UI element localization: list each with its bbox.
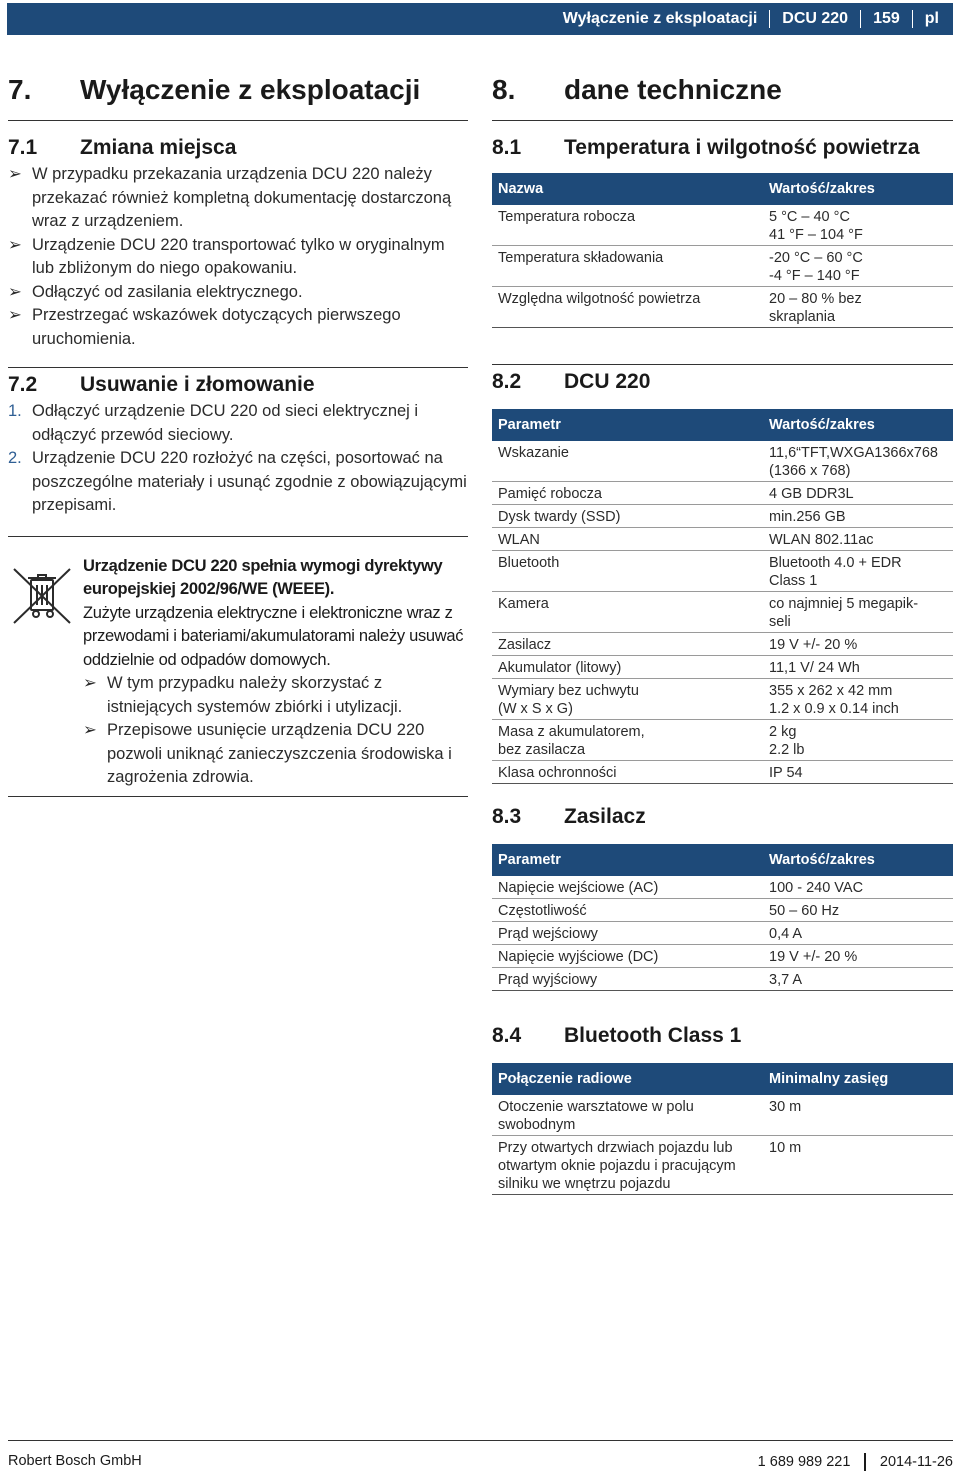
parameter-cell: Bluetooth: [492, 551, 763, 592]
section-number: 8.2: [492, 370, 522, 393]
arrow-bullet-icon: ➢: [83, 721, 97, 739]
section-7-1-title: [8, 133, 468, 163]
section-title: Bluetooth Class 1: [564, 1024, 742, 1047]
table-row: [492, 720, 953, 761]
footer-right: [758, 1453, 953, 1471]
value-cell: 10 m: [763, 1136, 953, 1195]
divider: [8, 796, 468, 797]
column-header: Wartość/zakres: [763, 409, 953, 441]
column-header: Minimalny zasięg: [763, 1063, 953, 1095]
header-section: Wyłączenie z eksploatacji: [562, 10, 758, 27]
footer-date: 2014-11-26: [879, 1454, 953, 1470]
header-divider: [912, 10, 913, 28]
list-item: [8, 234, 468, 281]
table-header-row: [492, 1063, 953, 1095]
list-item: [8, 304, 468, 351]
table-row: [492, 505, 953, 528]
divider: [492, 364, 953, 365]
table-row: [492, 246, 953, 287]
value-cell: -20 °C – 60 °C -4 °F – 140 °F: [763, 246, 953, 287]
header-page-number: 159: [873, 10, 900, 27]
value-cell: WLAN 802.11ac: [763, 528, 953, 551]
chapter-8-title: [492, 70, 953, 110]
weee-directive-text: Urządzenie DCU 220 spełnia wymogi dyrektywy europejskiej 2002/96/WE (WEEE).: [83, 556, 443, 598]
section-8-2-title: [492, 367, 953, 397]
table-row: [492, 205, 953, 246]
section-number: 8.4: [492, 1024, 522, 1047]
right-column: [492, 70, 953, 1195]
column-header: Parametr: [492, 409, 763, 441]
arrow-bullet-icon: ➢: [83, 674, 97, 692]
parameter-cell: Temperatura składowania: [492, 246, 763, 287]
table-row: [492, 899, 953, 922]
section-7-2-title: [8, 370, 468, 400]
footer-document-number: 1 689 989 221: [757, 1454, 851, 1470]
list-item: [8, 447, 468, 518]
column-header: Parametr: [492, 844, 763, 876]
bullet-text: Odłączyć od zasilania elektrycznego.: [32, 282, 303, 301]
item-text: Odłączyć urządzenie DCU 220 od sieci elektrycznej i odłączyć przewód sieciowy.: [32, 402, 419, 444]
table-power-supply: [492, 844, 953, 991]
weee-disposal-text: Zużyte urządzenia elektryczne i elektroniczne wraz z przewodami i bateriami/akumulatorami należy usuwać oddzielnie od odpadów domowych.: [83, 603, 464, 669]
section-title: Usuwanie i złomowanie: [80, 373, 315, 396]
value-cell: 3,7 A: [763, 968, 953, 991]
list-item: [83, 672, 468, 719]
header-divider: [769, 10, 770, 28]
section-number: 8.1: [492, 136, 522, 159]
bullet-text: W przypadku przekazania urządzenia DCU 220 należy przekazać również kompletną dokumentację dostarczoną wraz z urządzeniem.: [32, 165, 452, 230]
parameter-cell: Częstotliwość: [492, 899, 763, 922]
section-title: Temperatura i wilgotność powietrza: [564, 136, 920, 159]
value-cell: 100 - 240 VAC: [763, 876, 953, 899]
parameter-cell: Zasilacz: [492, 633, 763, 656]
table-row: [492, 968, 953, 991]
arrow-bullet-icon: ➢: [8, 306, 22, 324]
value-cell: IP 54: [763, 761, 953, 784]
parameter-cell: Przy otwartych drzwiach pojazdu lub otwartym oknie pojazdu i pracującym silniku we wnętrzu pojazdu: [492, 1136, 763, 1195]
section-number: 8.3: [492, 805, 522, 828]
left-column: [8, 70, 468, 797]
footer-company: Robert Bosch GmbH: [8, 1453, 142, 1469]
list-item: [83, 719, 468, 790]
section-title: Zasilacz: [564, 805, 646, 828]
bullet-text: Urządzenie DCU 220 transportować tylko w oryginalnym lub zbliżonym do niego opakowaniu.: [32, 235, 445, 277]
section-7-1-bullets: [8, 163, 468, 351]
chapter-title: Wyłączenie z eksploatacji: [80, 74, 421, 105]
section-title: DCU 220: [564, 370, 651, 393]
divider: [8, 120, 468, 121]
parameter-cell: Wymiary bez uchwytu (W x S x G): [492, 679, 763, 720]
table-row: [492, 287, 953, 328]
parameter-cell: Względna wilgotność powietrza: [492, 287, 763, 328]
table-header-row: [492, 409, 953, 441]
value-cell: 30 m: [763, 1095, 953, 1136]
value-cell: 5 °C – 40 °C 41 °F – 104 °F: [763, 205, 953, 246]
table-row: [492, 441, 953, 482]
column-header: Wartość/zakres: [763, 844, 953, 876]
value-cell: 355 x 262 x 42 mm 1.2 x 0.9 x 0.14 inch: [763, 679, 953, 720]
divider: [8, 367, 468, 368]
section-number: 7.2: [8, 373, 38, 396]
bullet-text: Przepisowe usunięcie urządzenia DCU 220 pozwoli uniknąć zanieczyszczenia środowiska i zagrożenia zdrowia.: [107, 721, 452, 786]
table-row: [492, 528, 953, 551]
divider: [492, 120, 953, 121]
column-header: Nazwa: [492, 173, 763, 205]
parameter-cell: Kamera: [492, 592, 763, 633]
list-item: [8, 163, 468, 234]
value-cell: 50 – 60 Hz: [763, 899, 953, 922]
list-item: [8, 400, 468, 447]
value-cell: 4 GB DDR3L: [763, 482, 953, 505]
item-number: 1.: [8, 402, 22, 420]
item-number: 2.: [8, 449, 22, 467]
section-8-4-title: [492, 1021, 953, 1051]
table-header-row: [492, 173, 953, 205]
footer-divider: [864, 1453, 866, 1471]
parameter-cell: Dysk twardy (SSD): [492, 505, 763, 528]
parameter-cell: Napięcie wejściowe (AC): [492, 876, 763, 899]
parameter-cell: Wskazanie: [492, 441, 763, 482]
chapter-number: 8.: [492, 74, 516, 105]
table-bluetooth-range: [492, 1063, 953, 1195]
page-footer: [8, 1440, 953, 1471]
value-cell: min.256 GB: [763, 505, 953, 528]
value-cell: 2 kg 2.2 lb: [763, 720, 953, 761]
arrow-bullet-icon: ➢: [8, 235, 22, 254]
header-language: pl: [924, 10, 939, 27]
arrow-bullet-icon: ➢: [8, 165, 22, 183]
table-row: [492, 592, 953, 633]
list-item: [8, 281, 468, 305]
weee-notice: [8, 555, 468, 790]
table-row: [492, 656, 953, 679]
table-row: [492, 1136, 953, 1195]
value-cell: 0,4 A: [763, 922, 953, 945]
table-row: [492, 633, 953, 656]
chapter-number: 7.: [8, 74, 32, 105]
value-cell: 20 – 80 % bez skraplania: [763, 287, 953, 328]
parameter-cell: Napięcie wyjściowe (DC): [492, 945, 763, 968]
section-number: 7.1: [8, 136, 38, 159]
value-cell: Bluetooth 4.0 + EDR Class 1: [763, 551, 953, 592]
weee-content: [83, 555, 468, 790]
parameter-cell: Prąd wyjściowy: [492, 968, 763, 991]
column-header: Wartość/zakres: [763, 173, 953, 205]
crossed-out-wheelie-bin-icon: [10, 563, 74, 627]
parameter-cell: Temperatura robocza: [492, 205, 763, 246]
value-cell: co najmniej 5 megapik- seli: [763, 592, 953, 633]
section-title: Zmiana miejsca: [80, 136, 237, 159]
parameter-cell: Prąd wejściowy: [492, 922, 763, 945]
parameter-cell: Klasa ochronności: [492, 761, 763, 784]
parameter-cell: Masa z akumulatorem, bez zasilacza: [492, 720, 763, 761]
value-cell: 11,1 V/ 24 Wh: [763, 656, 953, 679]
divider: [8, 536, 468, 537]
parameter-cell: Akumulator (litowy): [492, 656, 763, 679]
column-header: Połączenie radiowe: [492, 1063, 763, 1095]
arrow-bullet-icon: ➢: [8, 282, 22, 301]
parameter-cell: Otoczenie warsztatowe w polu swobodnym: [492, 1095, 763, 1136]
chapter-title: dane techniczne: [564, 74, 782, 105]
bullet-text: W tym przypadku należy skorzystać z istniejących systemów zbiórki i utylizacji.: [107, 674, 403, 716]
parameter-cell: Pamięć robocza: [492, 482, 763, 505]
table-row: [492, 761, 953, 784]
value-cell: 19 V +/- 20 %: [763, 945, 953, 968]
table-dcu220-specs: [492, 409, 953, 784]
header-product: DCU 220: [782, 10, 849, 27]
table-temperature-humidity: [492, 173, 953, 328]
table-row: [492, 876, 953, 899]
table-row: [492, 551, 953, 592]
table-row: [492, 482, 953, 505]
bullet-text: Przestrzegać wskazówek dotyczących pierwszego uruchomienia.: [32, 306, 401, 348]
value-cell: 11,6“TFT,WXGA1366x768 (1366 x 768): [763, 441, 953, 482]
table-row: [492, 1095, 953, 1136]
table-row: [492, 945, 953, 968]
table-row: [492, 922, 953, 945]
value-cell: 19 V +/- 20 %: [763, 633, 953, 656]
table-row: [492, 679, 953, 720]
chapter-7-title: [8, 70, 468, 110]
item-text: Urządzenie DCU 220 rozłożyć na części, posortować na poszczególne materiały i usunąć zgodnie z obowiązującymi przepisami.: [32, 449, 467, 514]
header-divider: [860, 10, 861, 28]
parameter-cell: WLAN: [492, 528, 763, 551]
table-header-row: [492, 844, 953, 876]
section-7-2-list: [8, 400, 468, 518]
section-8-1-title: [492, 133, 953, 163]
page-header: [7, 3, 953, 35]
section-8-3-title: [492, 802, 953, 832]
